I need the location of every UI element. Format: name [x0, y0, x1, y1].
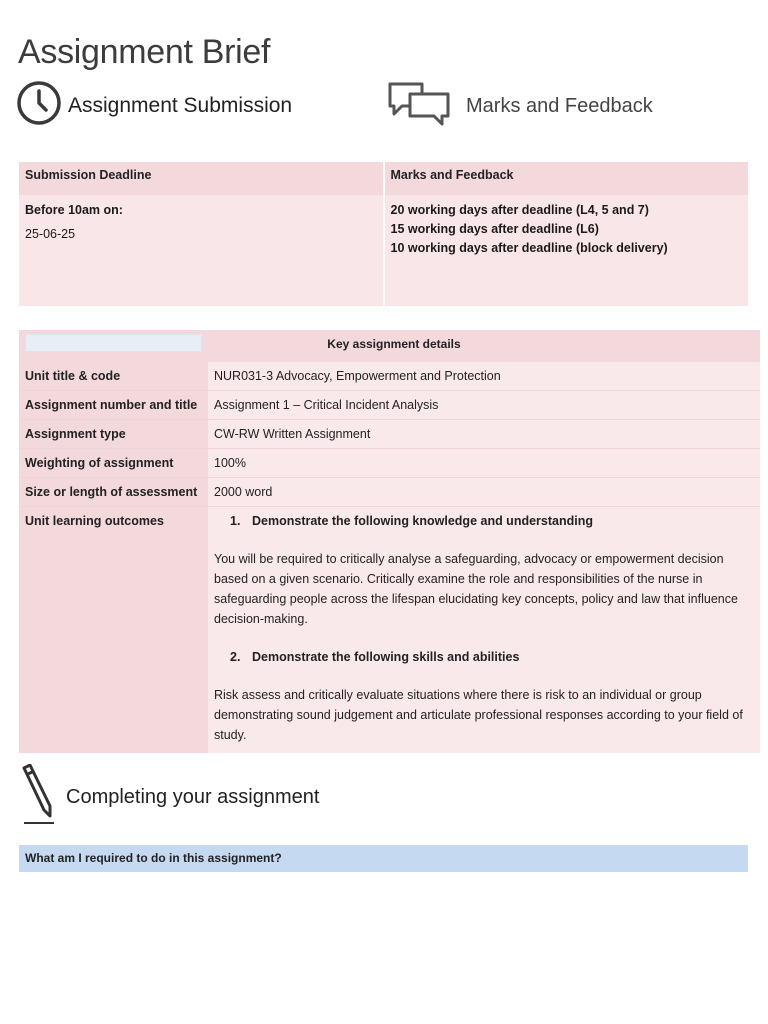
key-details-title: [208, 330, 760, 362]
deadline-label: Before 10am on:: [25, 203, 123, 217]
blank-header-cell: [19, 330, 208, 362]
row-label: Assignment type: [19, 420, 208, 449]
assignment-submission-heading: [16, 80, 292, 131]
clock-icon: [16, 80, 62, 131]
table-row: [19, 478, 760, 507]
key-details-table: [19, 330, 760, 753]
marks-feedback-header: Marks and Feedback: [384, 162, 749, 195]
row-label: Weighting of assignment: [19, 449, 208, 478]
speech-bubbles-icon: [386, 80, 452, 133]
row-value: 100%: [208, 449, 760, 478]
outcome-heading-text: Demonstrate the following knowledge and understanding: [252, 514, 593, 528]
required-heading-bar: What am I required to do in this assignment?: [19, 845, 748, 872]
outcome-heading-text: Demonstrate the following skills and abilities: [252, 650, 520, 664]
table-row: [19, 449, 760, 478]
outcome-text: Risk assess and critically evaluate situations where there is risk to an individual or group demonstrating sound judgement and articulate professional responses according to your field of study.: [214, 688, 743, 742]
deadline-date: 25-06-25: [25, 227, 76, 241]
row-label: Size or length of assessment: [19, 478, 208, 507]
row-value: 2000 word: [208, 478, 760, 507]
page-title: Assignment Brief: [18, 33, 271, 71]
submission-table: [19, 162, 748, 306]
outcome-heading: [230, 647, 754, 667]
outcomes-cell: [208, 507, 760, 754]
pen-icon: [20, 764, 60, 831]
assignment-submission-label: Assignment Submission: [68, 93, 293, 117]
marks-feedback-label: Marks and Feedback: [466, 95, 653, 117]
outcome-number: 2.: [230, 650, 241, 664]
completing-assignment-heading: [20, 764, 319, 831]
outcome-heading: [230, 511, 754, 531]
outcomes-row: [19, 507, 760, 754]
outcome-number: 1.: [230, 514, 241, 528]
row-value: NUR031-3 Advocacy, Empowerment and Protection: [208, 362, 760, 391]
row-value: Assignment 1 – Critical Incident Analysis: [208, 391, 760, 420]
row-value: CW-RW Written Assignment: [208, 420, 760, 449]
feedback-line: 10 working days after deadline (block delivery): [390, 241, 668, 255]
feedback-cell: [384, 195, 749, 306]
deadline-cell: [19, 195, 384, 306]
feedback-line: 20 working days after deadline (L4, 5 and 7): [390, 203, 649, 217]
table-row: [19, 362, 760, 391]
marks-feedback-heading: [386, 80, 653, 133]
row-label: Assignment number and title: [19, 391, 208, 420]
outcome-text: You will be required to critically analyse a safeguarding, advocacy or empowerment decision based on a given scenario. Critically examine the role and responsibilities of the nurse in safeguarding people across the lifespan elucidating key concepts, policy and law that influence decision-making.: [214, 552, 738, 626]
outcomes-label: Unit learning outcomes: [19, 507, 208, 754]
submission-deadline-header: Submission Deadline: [19, 162, 384, 195]
feedback-line: 15 working days after deadline (L6): [390, 222, 599, 236]
completing-assignment-label: Completing your assignment: [66, 786, 320, 808]
table-row: [19, 391, 760, 420]
table-row: [19, 420, 760, 449]
row-label: Unit title & code: [19, 362, 208, 391]
key-details-title-text: Key assignment details: [327, 337, 461, 351]
